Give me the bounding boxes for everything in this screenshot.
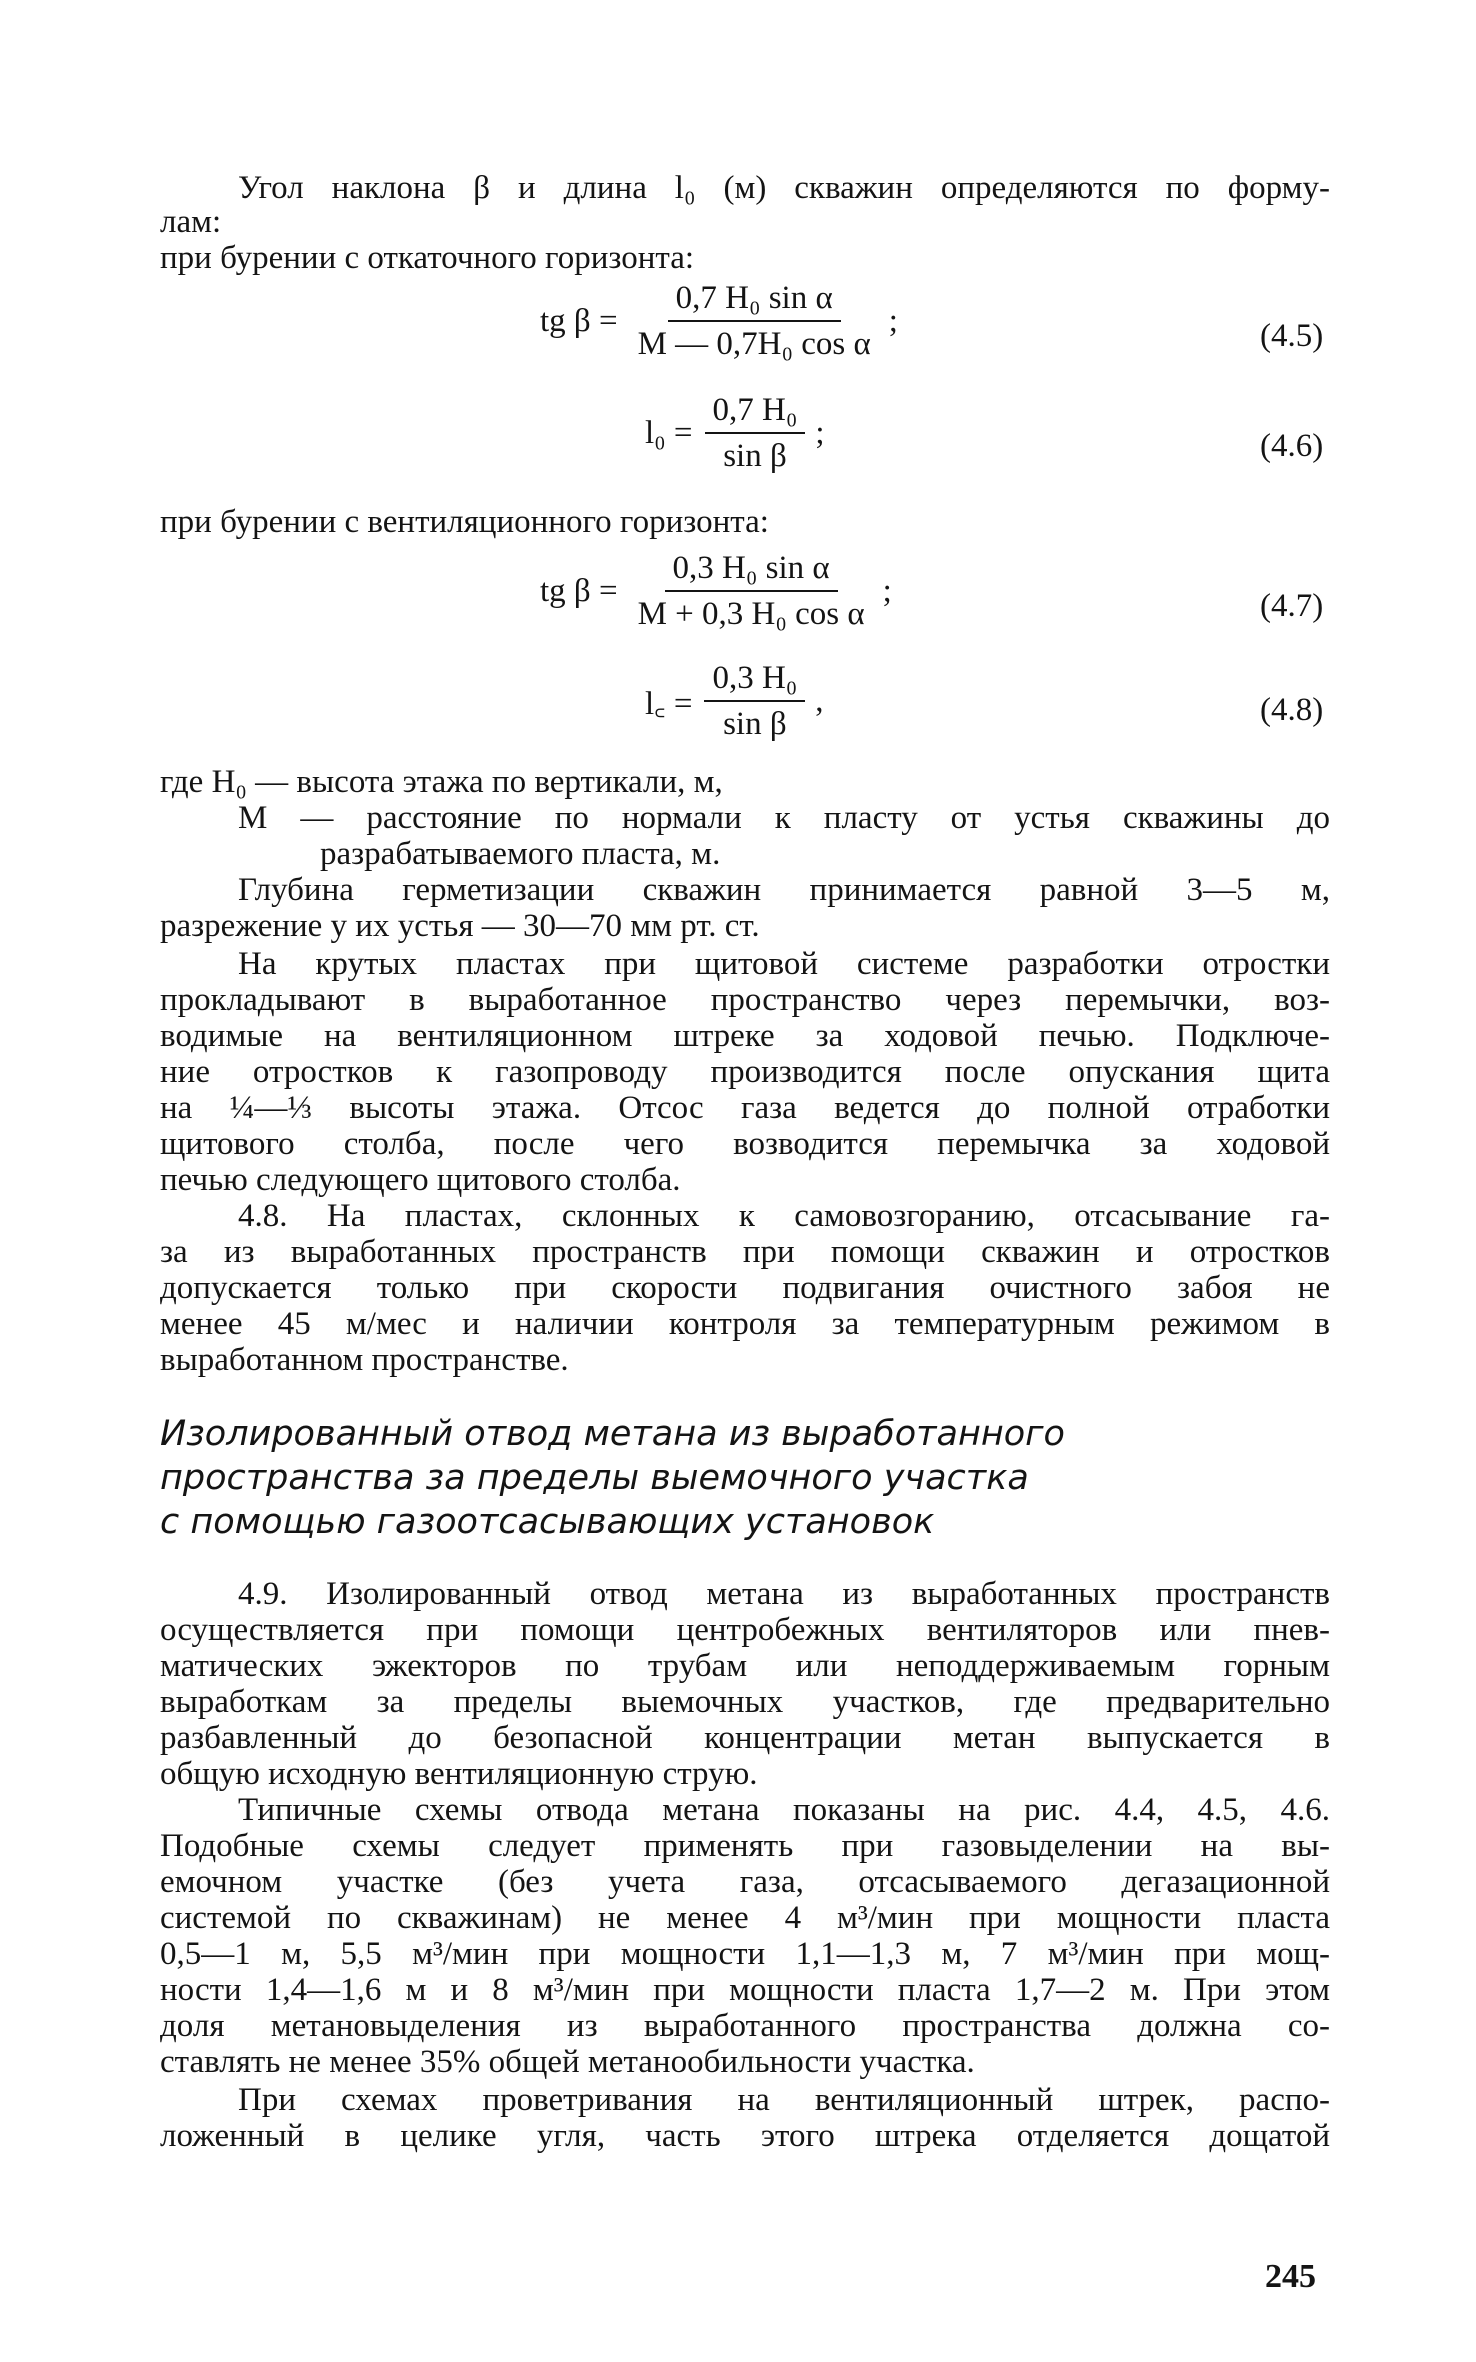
formula-4-5-numerator: 0,7 H₀ sin α	[668, 280, 841, 322]
definition-m: M — расстояние по нормали к пласту от устья скважины до	[238, 800, 1330, 836]
formula-4-5-denominator: M — 0,7H₀ cos α	[637, 326, 871, 362]
formula-4-5-fraction	[630, 280, 879, 362]
para4-line-1: 4.9. Изолированный отвод метана из выработанных пространств	[238, 1576, 1330, 1612]
formula-4-5	[540, 280, 898, 362]
intro-line-3: при бурении с откаточного горизонта:	[160, 240, 695, 276]
para6-line-2: ложенный в целике угля, часть этого штрека отделяется дощатой	[160, 2118, 1330, 2154]
para5-line-1: Типичные схемы отвода метана показаны на рис. 4.4, 4.5, 4.6.	[238, 1792, 1330, 1828]
definition-m-cont: разрабатываемого пласта, м.	[320, 836, 721, 872]
para5-line-4: системой по скважинам) не менее 4 м³/мин при мощности пласта	[160, 1900, 1330, 1936]
formula-4-7-punct: ;	[882, 572, 892, 609]
para4-line-4: выработкам за пределы выемочных участков, где предварительно	[160, 1684, 1330, 1720]
formula-4-7-fraction	[630, 550, 873, 632]
formula-4-6-lhs: l₀ =	[645, 414, 693, 451]
equation-number-4-6: (4.6)	[1260, 428, 1324, 464]
para4-line-3: матических эжекторов по трубам или неподдерживаемым горным	[160, 1648, 1330, 1684]
vent-horizon-label: при бурении с вентиляционного горизонта:	[160, 504, 769, 540]
para4-line-2: осуществляется при помощи центробежных вентиляторов или пнев-	[160, 1612, 1330, 1648]
formula-4-6-punct: ;	[815, 414, 825, 451]
formula-4-6	[645, 392, 825, 474]
intro-line-1: Угол наклона β и длина l₀ (м) скважин определяются по форму-	[238, 170, 1330, 206]
formula-4-8-fraction	[704, 660, 805, 742]
para2-line-2: прокладывают в выработанное пространство через перемычки, воз-	[160, 982, 1330, 1018]
formula-4-7-numerator: 0,3 H₀ sin α	[665, 550, 838, 592]
para2-line-7: печью следующего щитового столба.	[160, 1162, 681, 1198]
para6-line-1: При схемах проветривания на вентиляционный штрек, распо-	[238, 2082, 1330, 2118]
formula-4-6-denominator: sin β	[723, 438, 787, 474]
section-heading-line-2: пространства за пределы выемочного участка	[160, 1458, 1029, 1498]
para4-line-5: разбавленный до безопасной концентрации метан выпускается в	[160, 1720, 1330, 1756]
equation-number-4-8: (4.8)	[1260, 692, 1324, 728]
para1-line-1: Глубина герметизации скважин принимается равной 3—5 м,	[238, 872, 1330, 908]
para2-line-4: ние отростков к газопроводу производится после опускания щита	[160, 1054, 1330, 1090]
formula-4-6-numerator: 0,7 H₀	[705, 392, 806, 434]
para2-line-5: на ¼—⅓ высоты этажа. Отсос газа ведется до полной отработки	[160, 1090, 1330, 1126]
page-number: 245	[1265, 2258, 1316, 2295]
para3-line-4: менее 45 м/мес и наличии контроля за температурным режимом в	[160, 1306, 1330, 1342]
formula-4-8-numerator: 0,3 H₀	[704, 660, 805, 702]
formula-4-8-punct: ,	[815, 682, 824, 719]
formula-4-6-fraction	[705, 392, 806, 474]
equation-number-4-7: (4.7)	[1260, 588, 1324, 624]
section-heading-line-1: Изолированный отвод метана из выработанного	[160, 1414, 1065, 1454]
formula-4-7	[540, 550, 892, 632]
para2-line-1: На крутых пластах при щитовой системе разработки отростки	[238, 946, 1330, 982]
formula-4-5-punct: ;	[888, 302, 898, 339]
formula-4-8	[645, 660, 824, 742]
equation-number-4-5: (4.5)	[1260, 318, 1324, 354]
para3-line-1: 4.8. На пластах, склонных к самовозгоранию, отсасывание га-	[238, 1198, 1330, 1234]
section-heading-line-3: с помощью газоотсасывающих установок	[160, 1502, 935, 1542]
formula-4-8-denominator: sin β	[723, 706, 787, 742]
para1-line-2: разрежение у их устья — 30—70 мм рт. ст.	[160, 908, 760, 944]
formula-4-7-denominator: M + 0,3 H₀ cos α	[637, 596, 865, 632]
formula-4-7-lhs: tg β =	[540, 572, 618, 609]
para5-line-3: емочном участке (без учета газа, отсасываемого дегазационной	[160, 1864, 1330, 1900]
formula-4-8-lhs: l꜀ =	[645, 685, 693, 722]
para3-line-3: допускается только при скорости подвигания очистного забоя не	[160, 1270, 1330, 1306]
para5-line-2: Подобные схемы следует применять при газовыделении на вы-	[160, 1828, 1330, 1864]
formula-4-5-lhs: tg β =	[540, 302, 618, 339]
para5-line-6: ности 1,4—1,6 м и 8 м³/мин при мощности пласта 1,7—2 м. При этом	[160, 1972, 1330, 2008]
para5-line-5: 0,5—1 м, 5,5 м³/мин при мощности 1,1—1,3 м, 7 м³/мин при мощ-	[160, 1936, 1330, 1972]
para2-line-6: щитового столба, после чего возводится перемычка за ходовой	[160, 1126, 1330, 1162]
para3-line-5: выработанном пространстве.	[160, 1342, 569, 1378]
para4-line-6: общую исходную вентиляционную струю.	[160, 1756, 758, 1792]
para5-line-8: ставлять не менее 35% общей метанообильности участка.	[160, 2044, 975, 2080]
para5-line-7: доля метановыделения из выработанного пространства должна со-	[160, 2008, 1330, 2044]
para2-line-3: водимые на вентиляционном штреке за ходовой печью. Подключе-	[160, 1018, 1330, 1054]
definition-h0: где H₀ — высота этажа по вертикали, м,	[160, 764, 723, 800]
intro-line-2: лам:	[160, 204, 222, 240]
para3-line-2: за из выработанных пространств при помощи скважин и отростков	[160, 1234, 1330, 1270]
